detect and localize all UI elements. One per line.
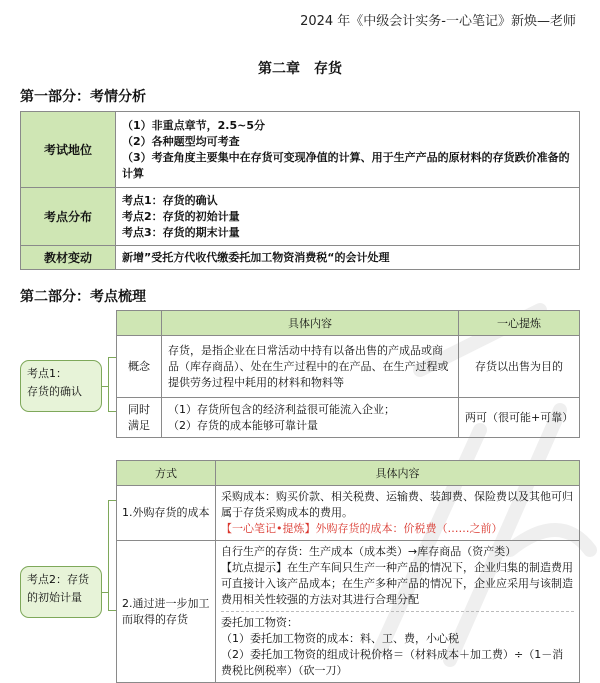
connector bbox=[108, 357, 109, 412]
column-header: 具体内容 bbox=[162, 311, 459, 336]
box-line: 考点1： bbox=[27, 367, 67, 380]
text-line: （1）存货所包含的经济利益很可能流入企业； bbox=[168, 402, 395, 416]
row-content bbox=[116, 112, 580, 188]
table-row bbox=[117, 541, 580, 683]
connector bbox=[102, 386, 108, 387]
text-line: 新增”受托方代收代缴委托加工物资消费税“的会计处理 bbox=[122, 250, 390, 264]
document-header: 2024 年《中级会计实务-一心笔记》新焕—老师 bbox=[300, 14, 576, 29]
initial-measurement-table bbox=[116, 460, 580, 683]
table-row bbox=[21, 188, 580, 246]
column-header: 具体内容 bbox=[216, 461, 580, 486]
row-content bbox=[116, 246, 580, 270]
row-label: 考试地位 bbox=[21, 112, 116, 188]
connector bbox=[108, 500, 109, 610]
row-label: 概念 bbox=[117, 336, 162, 398]
content-cell bbox=[216, 486, 580, 541]
row-content: 存货，是指企业在日常活动中持有以备出售的产成品或商品（库存商品）、处在生产过程中的在产品、在生产过程或提供劳务过程中耗用的材料和物料等 bbox=[162, 336, 459, 398]
table-row bbox=[117, 486, 580, 541]
table-row bbox=[21, 112, 580, 188]
row-label: 同时满足 bbox=[117, 398, 162, 438]
sub-block bbox=[221, 611, 574, 679]
text-line: （1）委托加工物资的成本：料、工、费，小心税 bbox=[221, 632, 459, 645]
text-line: 自行生产的存货：生产成本（成本类）→库存商品（资产类） bbox=[221, 545, 517, 558]
text-line: （2）各种题型均可考查 bbox=[122, 134, 240, 148]
point2-box bbox=[20, 566, 102, 618]
text-line: 考点1：存货的确认 bbox=[122, 193, 218, 207]
method-cell: 1.外购存货的成本 bbox=[117, 486, 216, 541]
connector bbox=[108, 357, 116, 358]
row-content bbox=[116, 188, 580, 246]
empty-header bbox=[117, 311, 162, 336]
text-line: （1）非重点章节，2.5~5分 bbox=[122, 118, 266, 132]
row-summary: 两可（很可能+可靠） bbox=[459, 398, 580, 438]
box-line: 存货的确认 bbox=[27, 385, 82, 398]
connector bbox=[108, 411, 116, 412]
box-line: 考点2：存货 bbox=[27, 573, 89, 586]
text-line: 【坑点提示】在生产车间只生产一种产品的情况下，企业归集的制造费用可直接计入该产品成本；在生产多种产品的情况下，企业应采用与该制造费用相关性较强的方法对其进行合理分配 bbox=[221, 561, 573, 606]
part1-heading: 第一部分：考情分析 bbox=[20, 89, 146, 105]
table-header-row bbox=[117, 311, 580, 336]
row-label: 教材变动 bbox=[21, 246, 116, 270]
table-header-row bbox=[117, 461, 580, 486]
text-line: 考点2：存货的初始计量 bbox=[122, 209, 240, 223]
connector bbox=[108, 610, 116, 611]
content-cell bbox=[216, 541, 580, 683]
text-line: 委托加工物资： bbox=[221, 616, 298, 629]
point1-box bbox=[20, 360, 102, 412]
text-line: （3）考查角度主要集中在存货可变现净值的计算、用于生产产品的原材料的存货跌价准备的计算 bbox=[122, 150, 570, 180]
row-summary: 存货以出售为目的 bbox=[459, 336, 580, 398]
box-line: 的初始计量 bbox=[27, 591, 82, 604]
text-line: （2）委托加工物资的组成计税价格＝（材料成本＋加工费）÷（1－消费税比例税率）（砍一刀） bbox=[221, 648, 564, 677]
column-header: 方式 bbox=[117, 461, 216, 486]
part2-heading: 第二部分：考点梳理 bbox=[20, 289, 146, 305]
column-header: 一心提炼 bbox=[459, 311, 580, 336]
method-cell: 2.通过进一步加工而取得的存货 bbox=[117, 541, 216, 683]
connector bbox=[102, 592, 108, 593]
highlight-note: 【一心笔记•提炼】外购存货的成本：价税费（……之前） bbox=[221, 522, 503, 535]
text-line: （2）存货的成本能够可靠计量 bbox=[168, 418, 318, 432]
table-row bbox=[117, 336, 580, 398]
row-content bbox=[162, 398, 459, 438]
text-line: 采购成本：购买价款、相关税费、运输费、装卸费、保险费以及其他可归属于存货采购成本的费用。 bbox=[221, 490, 573, 519]
connector bbox=[108, 500, 116, 501]
text-line: 考点3：存货的期末计量 bbox=[122, 225, 240, 239]
exam-analysis-table bbox=[20, 111, 580, 270]
row-label: 考点分布 bbox=[21, 188, 116, 246]
chapter-title: 第二章 存货 bbox=[258, 61, 342, 77]
table-row bbox=[21, 246, 580, 270]
table-row bbox=[117, 398, 580, 438]
inventory-recognition-table bbox=[116, 310, 580, 438]
